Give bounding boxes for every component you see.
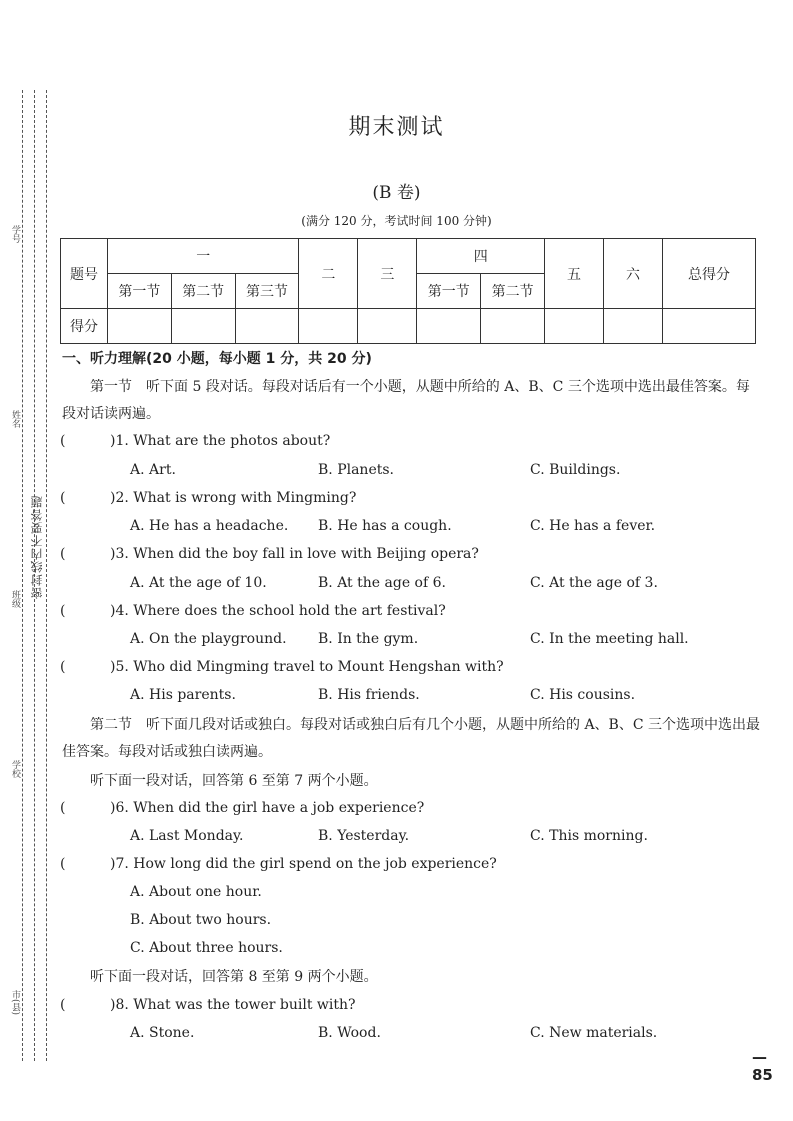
margin-label-school: 学校 xyxy=(10,760,20,778)
option-a: A. At the age of 10. xyxy=(130,575,267,591)
score-cell[interactable] xyxy=(358,309,417,344)
answer-paren[interactable]: ( xyxy=(60,856,66,872)
exam-note: (满分 120 分，考试时间 100 分钟) xyxy=(301,214,492,228)
group1-intro: 听下面一段对话，回答第 6 至第 7 两个小题。 xyxy=(90,773,378,789)
option-b: B. Wood. xyxy=(318,1025,381,1041)
answer-paren[interactable]: ( xyxy=(60,659,66,675)
group2-intro: 听下面一段对话，回答第 8 至第 9 两个小题。 xyxy=(90,969,378,985)
option-b: B. At the age of 6. xyxy=(318,575,446,591)
header-part5: 五 xyxy=(545,239,604,309)
question-text: )1. What are the photos about? xyxy=(110,433,331,449)
option-b: B. His friends. xyxy=(318,687,420,703)
part1-intro: 第一节 听下面 5 段对话。每段对话后有一个小题，从题中所给的 A、B、C 三个选项中选出最佳答案。每段对话读两遍。 xyxy=(62,379,750,422)
option-c: C. This morning. xyxy=(530,828,648,844)
option-a: A. He has a headache. xyxy=(130,518,289,534)
option-b: B. Planets. xyxy=(318,462,394,478)
question-row xyxy=(60,997,760,1019)
question-row xyxy=(60,659,760,681)
option-c: C. New materials. xyxy=(530,1025,658,1041)
margin-label-name: 姓名 xyxy=(10,410,20,428)
option-c: C. In the meeting hall. xyxy=(530,631,689,647)
question-row xyxy=(60,490,760,512)
option-c: C. At the age of 3. xyxy=(530,575,658,591)
row-label-question: 题号 xyxy=(61,239,108,309)
header-part1-sub1: 第一节 xyxy=(108,274,172,309)
answer-paren[interactable]: ( xyxy=(60,546,66,562)
option-b: B. About two hours. xyxy=(130,912,272,928)
option-c: C. Buildings. xyxy=(530,462,621,478)
question-row xyxy=(60,603,760,625)
question-text: )2. What is wrong with Mingming? xyxy=(110,490,357,506)
question-text: )4. Where does the school hold the art festival? xyxy=(110,603,446,619)
row-label-score: 得分 xyxy=(61,309,108,344)
score-cell[interactable] xyxy=(171,309,235,344)
score-cell[interactable] xyxy=(545,309,604,344)
score-cell[interactable] xyxy=(235,309,299,344)
score-table xyxy=(60,238,756,344)
option-b: B. Yesterday. xyxy=(318,828,410,844)
question-row xyxy=(60,800,760,822)
header-total: 总得分 xyxy=(663,239,756,309)
score-cell[interactable] xyxy=(481,309,545,344)
option-a: A. On the playground. xyxy=(130,631,287,647)
header-part1-sub2: 第二节 xyxy=(171,274,235,309)
option-a: A. Stone. xyxy=(130,1025,195,1041)
header-part3: 三 xyxy=(358,239,417,309)
answer-paren[interactable]: ( xyxy=(60,997,66,1013)
header-part4-sub2: 第二节 xyxy=(481,274,545,309)
answer-paren[interactable]: ( xyxy=(60,433,66,449)
question-text: )5. Who did Mingming travel to Mount Hengshan with? xyxy=(110,659,504,675)
seal-line-notice: 密封线内不要答题 xyxy=(30,495,44,599)
option-c: C. About three hours. xyxy=(130,940,283,956)
answer-paren[interactable]: ( xyxy=(60,490,66,506)
header-part6: 六 xyxy=(604,239,663,309)
question-row xyxy=(60,856,760,878)
part2-intro: 第二节 听下面几段对话或独白。每段对话或独白后有几个小题，从题中所给的 A、B、C 三个选项中选出最佳答案。每段对话或独白读两遍。 xyxy=(62,717,761,760)
question-row xyxy=(60,546,760,568)
option-c: C. His cousins. xyxy=(530,687,636,703)
question-text: )7. How long did the girl spend on the job experience? xyxy=(110,856,497,872)
option-c: C. He has a fever. xyxy=(530,518,656,534)
option-a: A. Last Monday. xyxy=(130,828,244,844)
score-cell[interactable] xyxy=(108,309,172,344)
header-part4: 四 xyxy=(417,239,545,274)
question-row xyxy=(60,433,760,455)
question-text: )8. What was the tower built with? xyxy=(110,997,356,1013)
score-cell[interactable] xyxy=(299,309,358,344)
margin-label-class: 班级 xyxy=(10,590,20,608)
page-number: — 85 xyxy=(752,1048,773,1084)
score-cell[interactable] xyxy=(417,309,481,344)
paper-version: (B 卷) xyxy=(372,183,421,203)
header-part1-sub3: 第三节 xyxy=(235,274,299,309)
page-title: 期末测试 xyxy=(348,115,445,140)
answer-paren[interactable]: ( xyxy=(60,603,66,619)
option-b: B. He has a cough. xyxy=(318,518,452,534)
margin-label-student-id: 学号 xyxy=(10,225,20,243)
option-a: A. Art. xyxy=(130,462,176,478)
score-cell[interactable] xyxy=(663,309,756,344)
question-text: )6. When did the girl have a job experience? xyxy=(110,800,425,816)
margin-line-left xyxy=(22,90,23,1061)
option-b: B. In the gym. xyxy=(318,631,419,647)
question-text: )3. When did the boy fall in love with Beijing opera? xyxy=(110,546,479,562)
score-cell[interactable] xyxy=(604,309,663,344)
margin-line-right xyxy=(46,90,47,1061)
header-part2: 二 xyxy=(299,239,358,309)
header-part4-sub1: 第一节 xyxy=(417,274,481,309)
option-a: A. His parents. xyxy=(130,687,236,703)
option-a: A. About one hour. xyxy=(130,884,262,900)
answer-paren[interactable]: ( xyxy=(60,800,66,816)
section-heading: 一、听力理解(20 小题，每小题 1 分，共 20 分) xyxy=(62,351,372,367)
margin-label-city: 市(县) xyxy=(10,990,20,1016)
header-part1: 一 xyxy=(108,239,299,274)
